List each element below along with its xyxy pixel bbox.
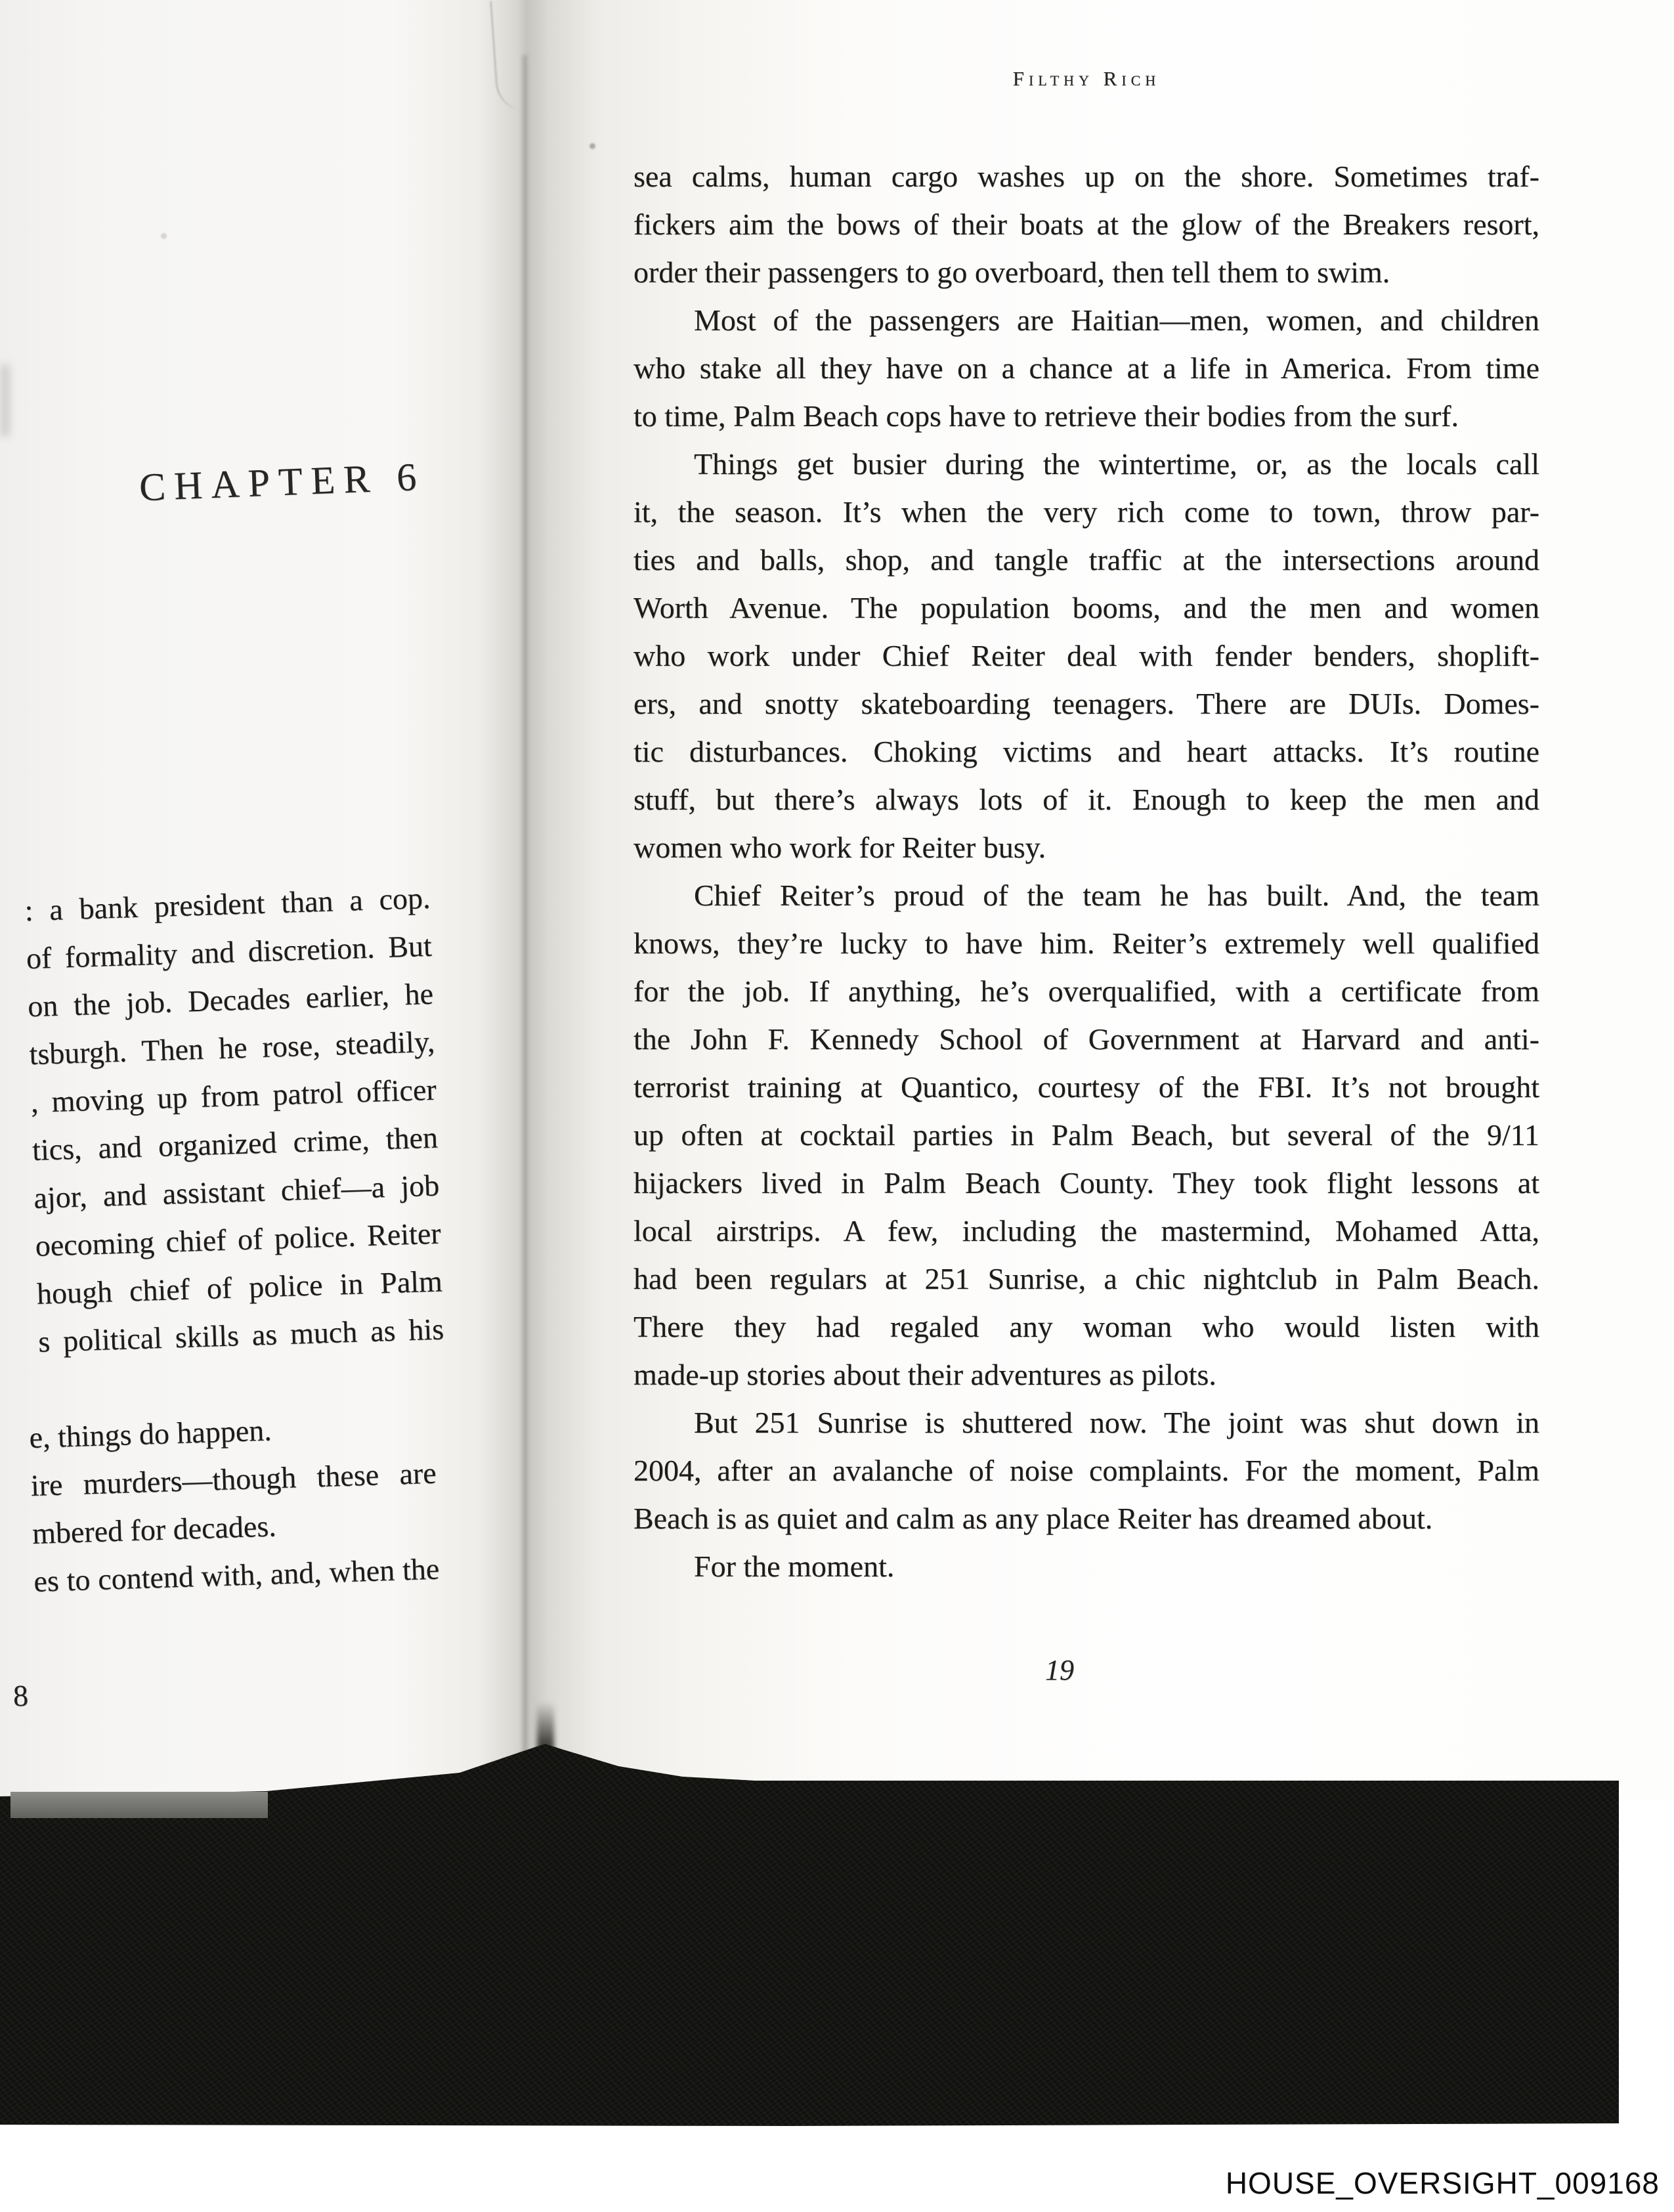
text-line: oecoming chief of police. Reiter — [34, 1216, 442, 1263]
text-line: : a bank president than a cop. — [24, 880, 431, 928]
right-page-body — [633, 152, 1539, 1590]
text-line: tics, and organized crime, then — [32, 1120, 439, 1167]
text-line: es to contend with, and, when the — [33, 1551, 440, 1598]
text-line: for the job. If anything, he’s overqualified, with a certificate from — [633, 974, 1539, 1008]
text-line: on the job. Decades earlier, he — [27, 976, 434, 1024]
text-line: Things get busier during the wintertime, or, as the locals call — [694, 447, 1539, 481]
text-line: ties and balls, shop, and tangle traffic at the intersections around — [633, 543, 1539, 576]
text-line: ajor, and assistant chief—a job — [33, 1168, 440, 1215]
text-line: mbered for decades. — [32, 1509, 277, 1550]
text-line: Chief Reiter’s proud of the team he has built. And, the team — [694, 878, 1539, 912]
text-line: fickers aim the bows of their boats at the glow of the Breakers resort, — [633, 207, 1539, 241]
left-page-text-fragment-bottom — [28, 1401, 440, 1605]
text-line: ire murders—though these are — [30, 1456, 437, 1503]
left-page-number: 8 — [12, 1678, 29, 1713]
text-line: sea calms, human cargo washes up on the shore. Sometimes traf- — [633, 160, 1539, 193]
running-header: Filthy Rich — [1012, 67, 1161, 90]
text-line: hijackers lived in Palm Beach County. They took flight lessons at — [633, 1166, 1539, 1200]
text-line: up often at cocktail parties in Palm Beach, but several of the 9/11 — [633, 1118, 1539, 1152]
text-line: tic disturbances. Choking victims and heart attacks. It’s routine — [633, 735, 1539, 768]
text-line: Beach is as quiet and calm as any place Reiter has dreamed about. — [633, 1502, 1433, 1535]
text-line: Most of the passengers are Haitian—men, women, and children — [694, 303, 1539, 337]
text-line: made-up stories about their adventures as pilots. — [633, 1358, 1216, 1391]
text-line: , moving up from patrol officer — [30, 1072, 437, 1119]
scan-artifact — [161, 233, 167, 239]
text-line: For the moment. — [694, 1550, 895, 1583]
text-line: order their passengers to go overboard, then tell them to swim. — [633, 255, 1390, 289]
text-line: stuff, but there’s always lots of it. Enough to keep the men and — [633, 783, 1539, 816]
text-line: the John F. Kennedy School of Government at Harvard and anti- — [633, 1022, 1539, 1056]
text-line: who work under Chief Reiter deal with fender benders, shoplift- — [633, 639, 1539, 672]
text-line: tsburgh. Then he rose, steadily, — [28, 1024, 436, 1072]
text-line: 2004, after an avalanche of noise complaints. For the moment, Palm — [633, 1454, 1539, 1487]
text-line: who stake all they have on a chance at a life in America. From time — [633, 351, 1539, 385]
text-line: knows, they’re lucky to have him. Reiter’s extremely well qualified — [633, 926, 1539, 960]
bates-stamp: HOUSE_OVERSIGHT_009168 — [1225, 2166, 1660, 2200]
text-line: There they had regaled any woman who would listen with — [633, 1310, 1539, 1343]
text-line: terrorist training at Quantico, courtesy of the FBI. It’s not brought — [633, 1070, 1539, 1104]
book-cover-edge — [11, 1792, 268, 1818]
text-line: e, things do happen. — [28, 1413, 272, 1455]
text-line: local airstrips. A few, including the mastermind, Mohamed Atta, — [633, 1214, 1539, 1247]
right-page-number: 19 — [1045, 1654, 1074, 1686]
text-line: Worth Avenue. The population booms, and the men and women — [633, 591, 1539, 624]
book-gutter-shadow — [523, 55, 527, 1782]
text-line: women who work for Reiter busy. — [633, 831, 1046, 864]
left-page-text-fragment-top — [24, 874, 445, 1366]
text-line: ers, and snotty skateboarding teenagers. There are DUIs. Domes- — [633, 687, 1539, 720]
text-line: But 251 Sunrise is shuttered now. The joint was shut down in — [694, 1406, 1539, 1439]
scan-artifact — [0, 364, 10, 437]
text-line: hough chief of police in Palm — [36, 1264, 443, 1311]
text-line: to time, Palm Beach cops have to retrieve their bodies from the surf. — [633, 399, 1459, 433]
text-line: s political skills as much as his — [37, 1312, 444, 1358]
text-line: had been regulars at 251 Sunrise, a chic nightclub in Palm Beach. — [633, 1262, 1539, 1295]
text-line: of formality and discretion. But — [26, 928, 433, 976]
text-line: it, the season. It’s when the very rich come to town, throw par- — [633, 495, 1539, 529]
scan-artifact — [590, 143, 595, 149]
chapter-heading: CHAPTER 6 — [138, 454, 426, 510]
